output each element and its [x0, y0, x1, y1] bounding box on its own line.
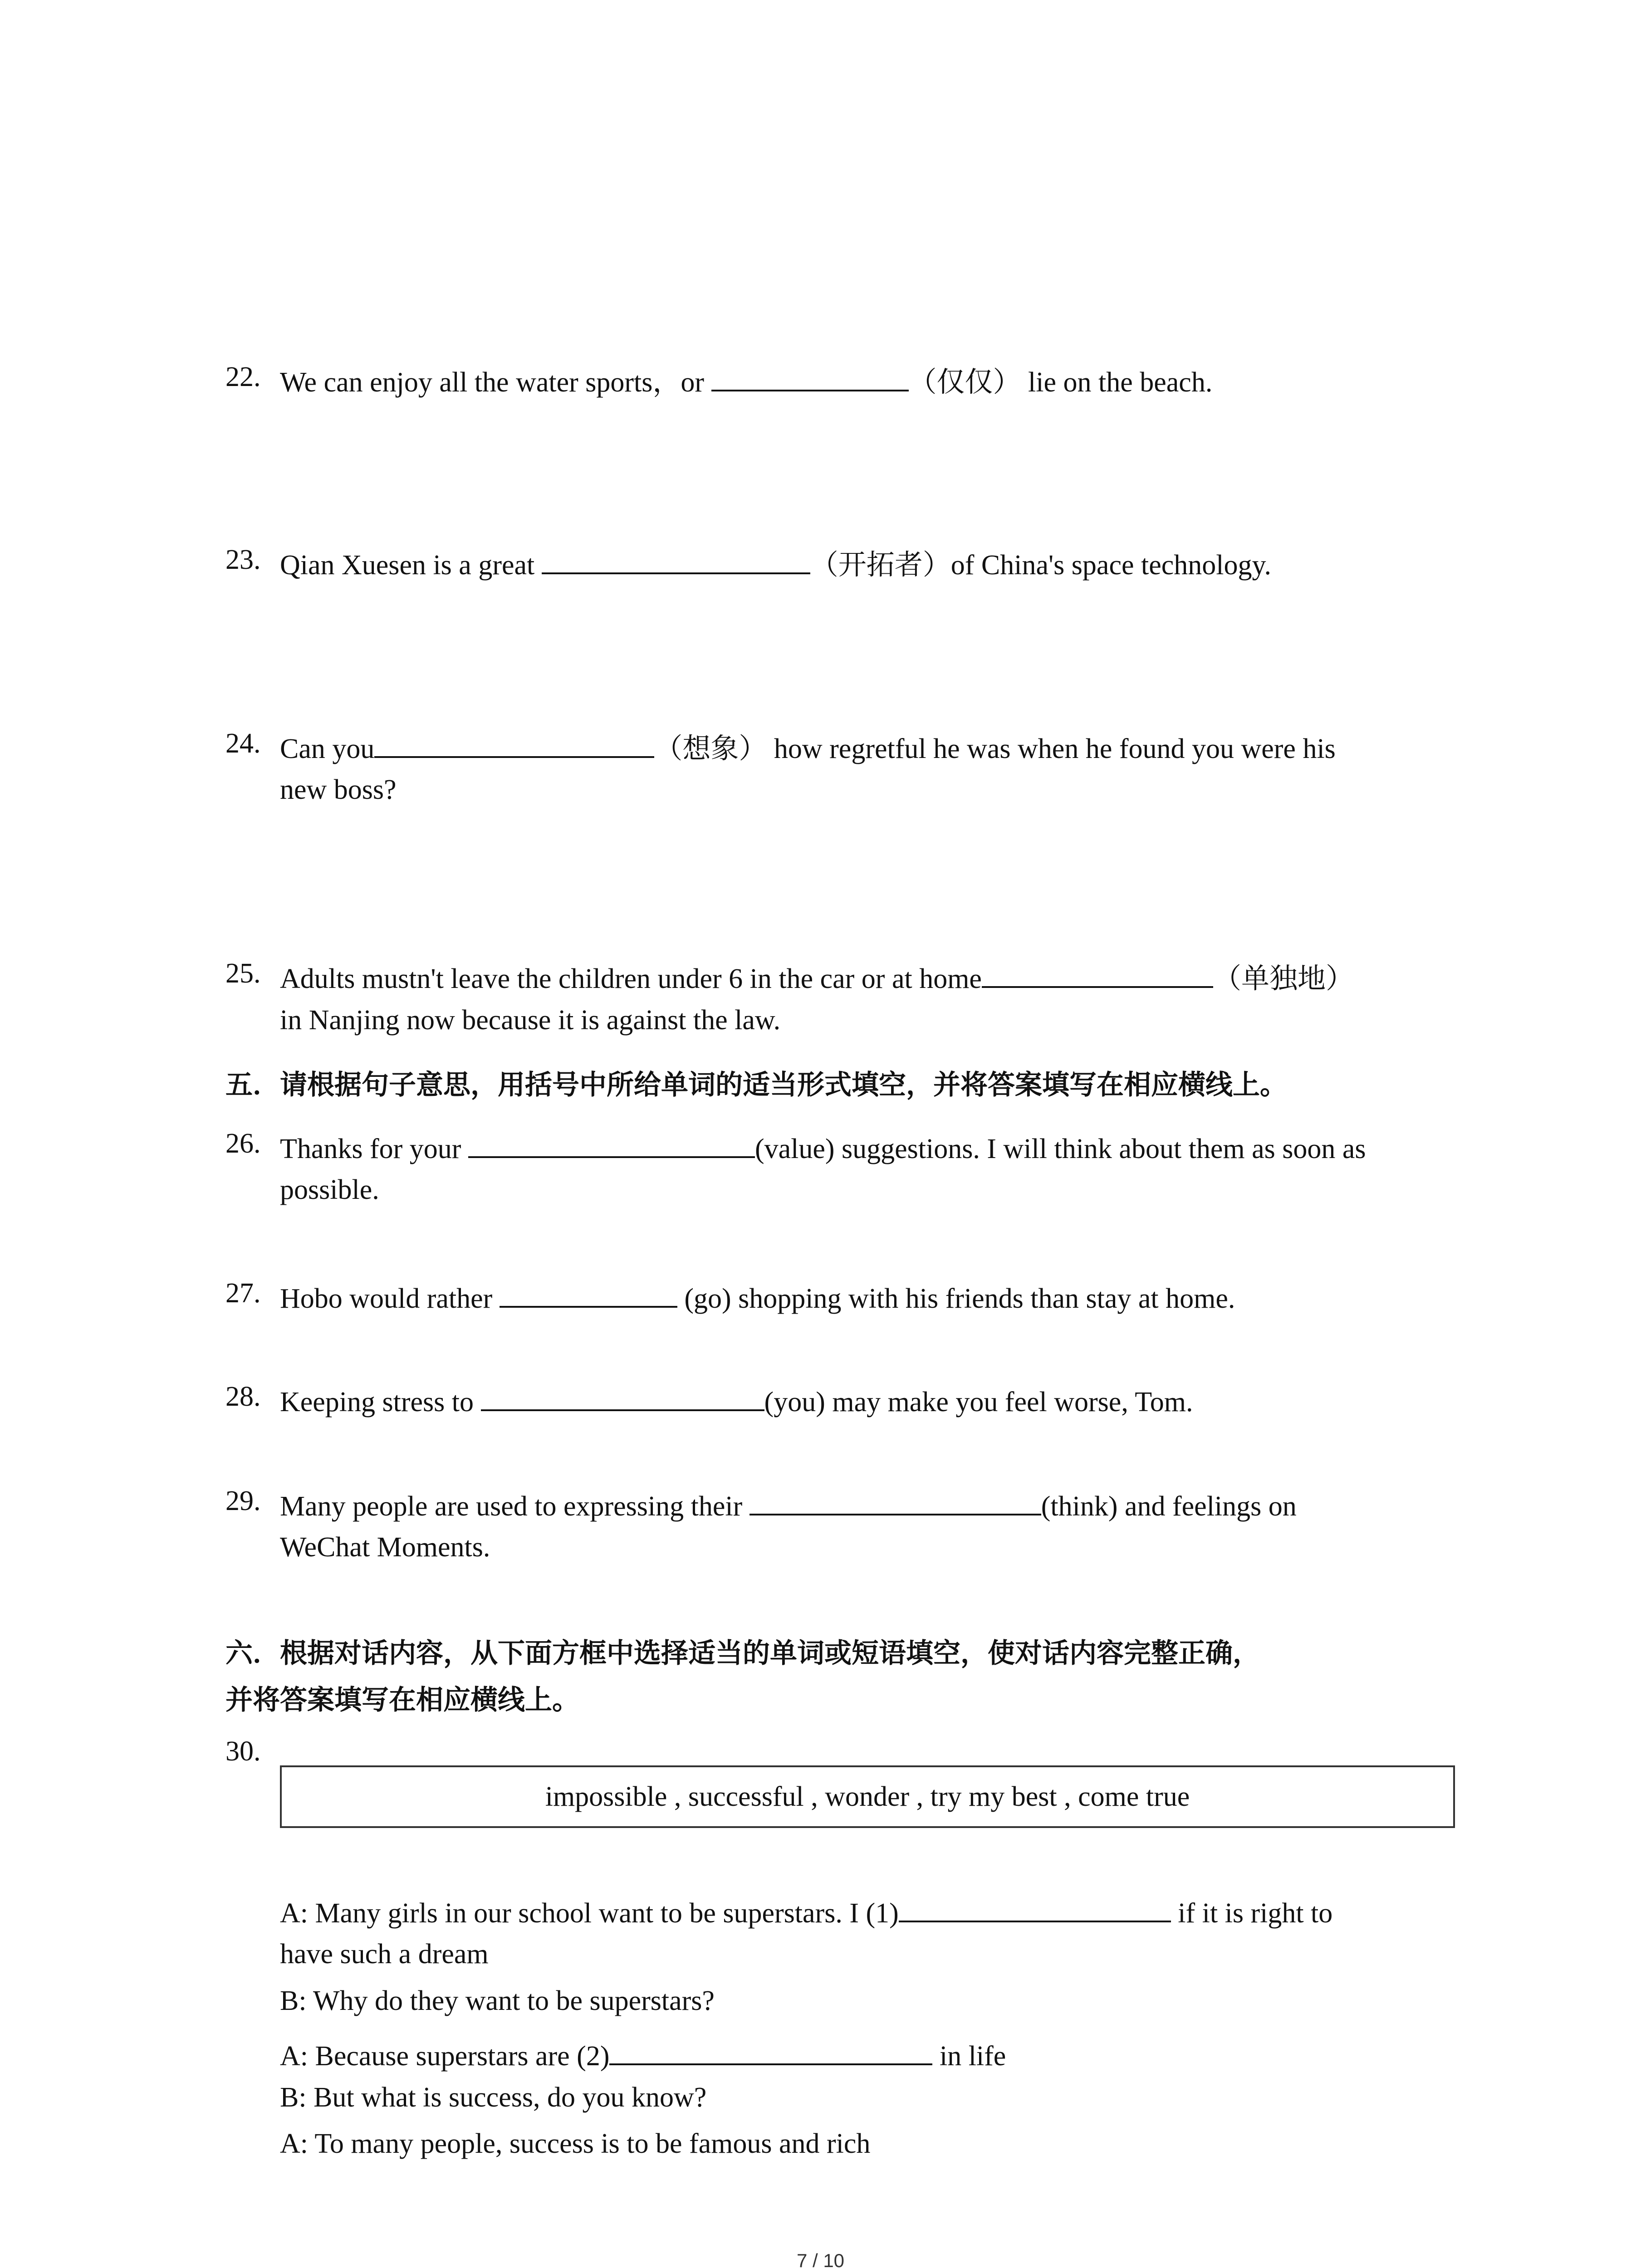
question-22	[280, 363, 1212, 396]
question-text: lie on the beach.	[1021, 367, 1213, 398]
answer-blank[interactable]	[481, 1383, 764, 1411]
question-25-continued: in Nanjing now because it is against the law.	[280, 1005, 781, 1036]
question-number: 30.	[225, 1736, 261, 1767]
question-number: 24.	[225, 728, 261, 759]
question-text: Adults mustn't leave the children under 6 in the car or at home	[280, 963, 982, 994]
answer-blank[interactable]	[374, 729, 654, 758]
dialogue-line-1-continued: have such a dream	[280, 1939, 489, 1970]
question-26-continued: possible.	[280, 1174, 379, 1205]
question-23	[280, 546, 1271, 579]
answer-blank[interactable]	[749, 1487, 1041, 1515]
question-number: 22.	[225, 362, 261, 392]
word-bank-box	[280, 1765, 1455, 1828]
question-number: 25.	[225, 958, 261, 989]
question-text: Hobo would rather	[280, 1283, 500, 1314]
question-number: 26.	[225, 1128, 261, 1159]
question-26	[280, 1129, 1366, 1163]
chinese-hint: （单独地）	[1213, 961, 1354, 995]
question-text: We can enjoy all the water sports，or	[280, 367, 711, 398]
question-text: Thanks for your	[280, 1133, 468, 1164]
question-number: 27.	[225, 1278, 261, 1309]
dialogue-line-2: B: Why do they want to be superstars?	[280, 1985, 715, 2016]
dialogue-line-5: A: To many people, success is to be famous and rich	[280, 2128, 871, 2159]
question-number: 29.	[225, 1486, 261, 1516]
answer-blank[interactable]	[500, 1279, 677, 1308]
question-24	[280, 729, 1336, 763]
question-number: 28.	[225, 1381, 261, 1412]
question-text: (go) shopping with his friends than stay at home.	[677, 1283, 1235, 1314]
section-6-heading: 六．根据对话内容，从下面方框中选择适当的单词或短语填空，使对话内容完整正确，	[225, 1637, 1260, 1669]
section-5-heading: 五．请根据句子意思，用括号中所给单词的适当形式填空，并将答案填写在相应横线上。	[225, 1069, 1287, 1101]
question-text: Can you	[280, 733, 375, 764]
question-number: 23.	[225, 544, 261, 575]
answer-blank-1[interactable]	[899, 1894, 1171, 1922]
question-text: (value) suggestions. I will think about them as soon as	[754, 1133, 1366, 1164]
answer-blank[interactable]	[542, 546, 810, 574]
dialogue-text: if it is right to	[1171, 1897, 1333, 1929]
question-text: (think) and feelings on	[1041, 1491, 1297, 1522]
section-6-heading-continued: 并将答案填写在相应横线上。	[225, 1684, 579, 1716]
dialogue-line-1	[280, 1894, 1332, 1927]
dialogue-text: A: Many girls in our school want to be superstars. I (1)	[280, 1897, 899, 1929]
question-24-continued: new boss?	[280, 774, 397, 805]
answer-blank[interactable]	[711, 363, 909, 391]
question-text: Qian Xuesen is a great	[280, 549, 542, 581]
page-number: 7 / 10	[796, 2250, 845, 2268]
chinese-hint: （想象）	[654, 731, 767, 765]
chinese-hint: （开拓者）	[810, 547, 951, 581]
question-text: Many people are used to expressing their	[280, 1491, 749, 1522]
question-27	[280, 1279, 1235, 1313]
dialogue-line-4: B: But what is success, do you know?	[280, 2082, 707, 2113]
question-text: how regretful he was when he found you were his	[767, 733, 1336, 764]
question-text: (you) may make you feel worse, Tom.	[764, 1386, 1193, 1418]
question-29-continued: WeChat Moments.	[280, 1532, 490, 1563]
question-text: Keeping stress to	[280, 1386, 481, 1418]
answer-blank[interactable]	[468, 1129, 755, 1158]
answer-blank[interactable]	[982, 959, 1213, 988]
dialogue-line-3	[280, 2037, 1006, 2070]
answer-blank-2[interactable]	[609, 2037, 932, 2065]
word-bank-text: impossible , successful , wonder , try my best , come true	[545, 1781, 1190, 1812]
question-text: of China's space technology.	[950, 549, 1271, 581]
dialogue-text: A: Because superstars are (2)	[280, 2040, 610, 2072]
chinese-hint: （仅仅）	[908, 365, 1021, 398]
question-29	[280, 1487, 1297, 1520]
question-28	[280, 1383, 1193, 1416]
question-25	[280, 959, 1354, 993]
dialogue-text: in life	[932, 2040, 1006, 2072]
